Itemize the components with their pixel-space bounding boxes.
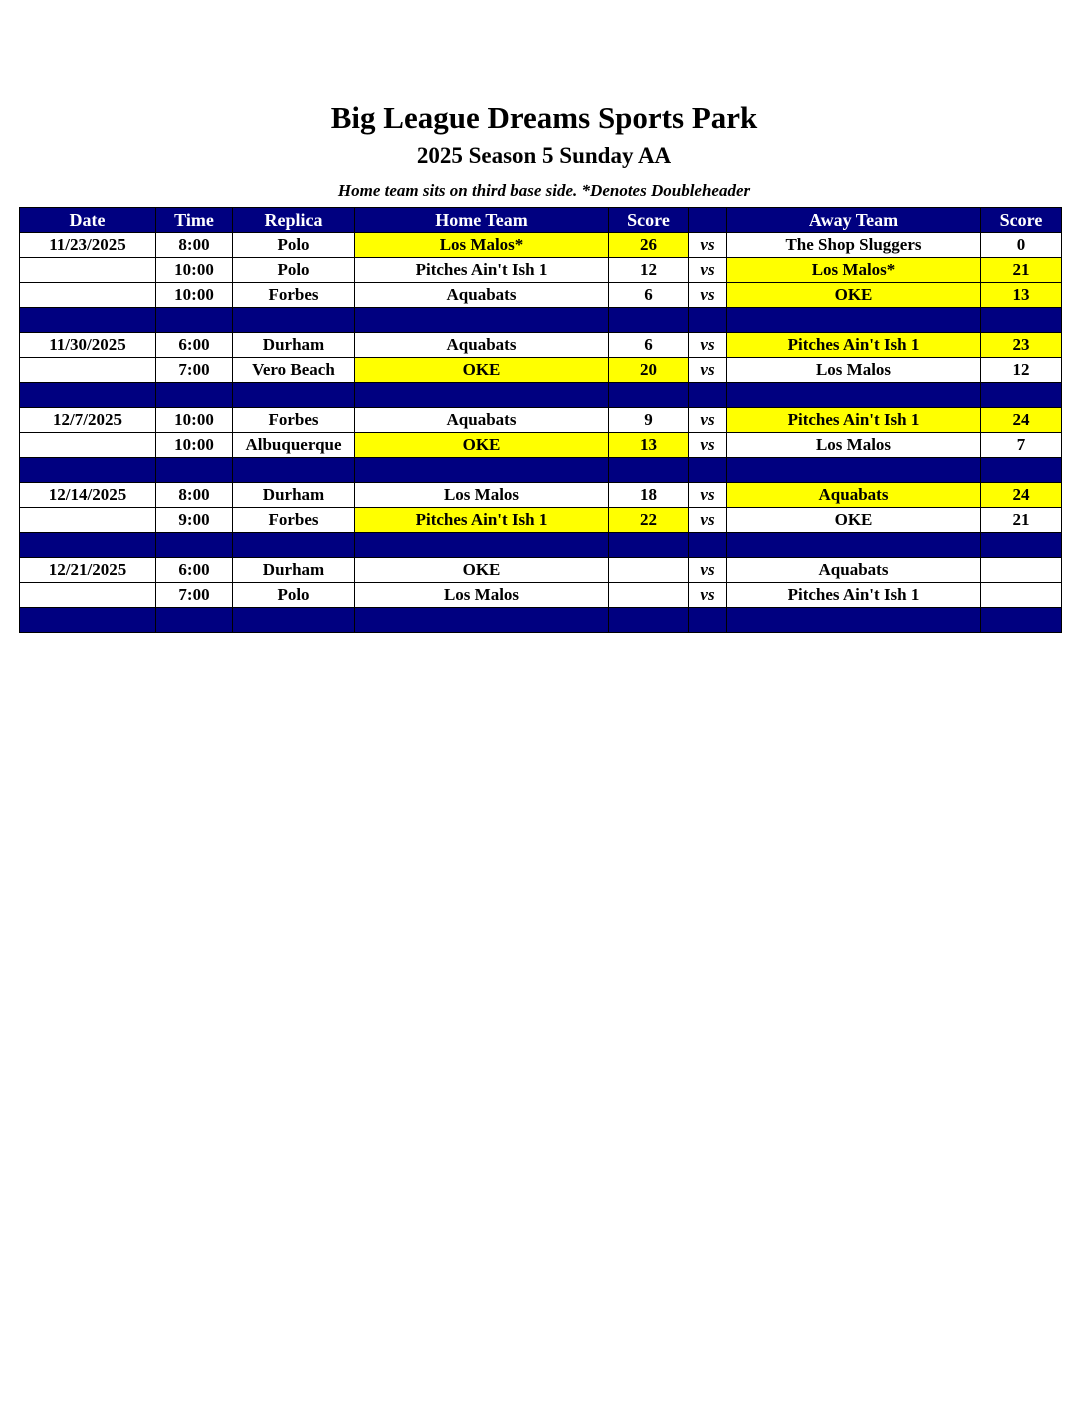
home-team: OKE — [355, 433, 609, 458]
game-time: 9:00 — [156, 508, 233, 533]
home-team: Los Malos — [355, 483, 609, 508]
game-replica: Albuquerque — [233, 433, 355, 458]
table-row — [20, 408, 1062, 433]
header-date: Date — [20, 208, 156, 233]
away-score: 24 — [981, 483, 1062, 508]
game-time: 10:00 — [156, 283, 233, 308]
table-row — [20, 233, 1062, 258]
home-team: Los Malos — [355, 583, 609, 608]
vs-label: vs — [689, 333, 727, 358]
home-score: 26 — [609, 233, 689, 258]
vs-label: vs — [689, 508, 727, 533]
page-subtitle: 2025 Season 5 Sunday AA — [416, 143, 672, 168]
game-time: 7:00 — [156, 583, 233, 608]
separator-row — [20, 383, 1062, 408]
game-replica: Durham — [233, 558, 355, 583]
table-row — [20, 258, 1062, 283]
home-score: 20 — [609, 358, 689, 383]
table-row — [20, 333, 1062, 358]
header-row — [20, 208, 1062, 233]
home-score: 12 — [609, 258, 689, 283]
away-score: 12 — [981, 358, 1062, 383]
game-time: 7:00 — [156, 358, 233, 383]
away-team: Los Malos* — [727, 258, 981, 283]
game-date — [20, 433, 156, 458]
home-score: 13 — [609, 433, 689, 458]
header-home-team: Home Team — [355, 208, 609, 233]
home-team: Aquabats — [355, 408, 609, 433]
away-team: Pitches Ain't Ish 1 — [727, 583, 981, 608]
home-team: Los Malos* — [355, 233, 609, 258]
home-score: 6 — [609, 333, 689, 358]
vs-label: vs — [689, 408, 727, 433]
separator-row — [20, 458, 1062, 483]
vs-label: vs — [689, 433, 727, 458]
game-replica: Polo — [233, 233, 355, 258]
away-score: 13 — [981, 283, 1062, 308]
table-row — [20, 483, 1062, 508]
game-time: 10:00 — [156, 408, 233, 433]
away-score — [981, 583, 1062, 608]
vs-label: vs — [689, 583, 727, 608]
table-row — [20, 358, 1062, 383]
away-score: 21 — [981, 258, 1062, 283]
game-time: 6:00 — [156, 558, 233, 583]
schedule-note: Home team sits on third base side. *Denotes Doubleheader — [337, 181, 751, 200]
away-team: OKE — [727, 283, 981, 308]
game-replica: Durham — [233, 333, 355, 358]
table-row — [20, 433, 1062, 458]
vs-label: vs — [689, 258, 727, 283]
away-team: Pitches Ain't Ish 1 — [727, 408, 981, 433]
table-row — [20, 508, 1062, 533]
away-team: Los Malos — [727, 433, 981, 458]
game-date — [20, 258, 156, 283]
header-away-score: Score — [981, 208, 1062, 233]
game-date: 11/30/2025 — [20, 333, 156, 358]
game-date — [20, 358, 156, 383]
vs-label: vs — [689, 558, 727, 583]
game-date: 12/21/2025 — [20, 558, 156, 583]
separator-row — [20, 533, 1062, 558]
game-date: 12/7/2025 — [20, 408, 156, 433]
game-replica: Durham — [233, 483, 355, 508]
game-date — [20, 508, 156, 533]
away-team: Pitches Ain't Ish 1 — [727, 333, 981, 358]
vs-label: vs — [689, 358, 727, 383]
table-row — [20, 283, 1062, 308]
home-score — [609, 583, 689, 608]
header-away-team: Away Team — [727, 208, 981, 233]
header-vs — [689, 208, 727, 233]
header-home-score: Score — [609, 208, 689, 233]
game-replica: Forbes — [233, 283, 355, 308]
home-team: Pitches Ain't Ish 1 — [355, 258, 609, 283]
game-time: 8:00 — [156, 233, 233, 258]
game-date: 12/14/2025 — [20, 483, 156, 508]
away-score: 21 — [981, 508, 1062, 533]
away-team: Aquabats — [727, 483, 981, 508]
game-time: 8:00 — [156, 483, 233, 508]
header-time: Time — [156, 208, 233, 233]
header-replica: Replica — [233, 208, 355, 233]
away-score: 0 — [981, 233, 1062, 258]
away-score: 24 — [981, 408, 1062, 433]
table-row — [20, 583, 1062, 608]
separator-row — [20, 308, 1062, 333]
game-replica: Forbes — [233, 408, 355, 433]
game-time: 6:00 — [156, 333, 233, 358]
home-team: Aquabats — [355, 333, 609, 358]
table-row — [20, 558, 1062, 583]
game-replica: Polo — [233, 583, 355, 608]
home-score: 9 — [609, 408, 689, 433]
home-team: OKE — [355, 558, 609, 583]
home-team: OKE — [355, 358, 609, 383]
game-date — [20, 283, 156, 308]
away-team: The Shop Sluggers — [727, 233, 981, 258]
away-score — [981, 558, 1062, 583]
home-score — [609, 558, 689, 583]
home-score: 18 — [609, 483, 689, 508]
game-time: 10:00 — [156, 258, 233, 283]
game-time: 10:00 — [156, 433, 233, 458]
schedule-table — [19, 207, 1062, 633]
home-team: Aquabats — [355, 283, 609, 308]
separator-row — [20, 608, 1062, 633]
away-team: OKE — [727, 508, 981, 533]
away-score: 23 — [981, 333, 1062, 358]
game-date: 11/23/2025 — [20, 233, 156, 258]
vs-label: vs — [689, 233, 727, 258]
game-date — [20, 583, 156, 608]
vs-label: vs — [689, 483, 727, 508]
away-team: Aquabats — [727, 558, 981, 583]
page-title: Big League Dreams Sports Park — [330, 100, 758, 135]
away-score: 7 — [981, 433, 1062, 458]
game-replica: Vero Beach — [233, 358, 355, 383]
home-score: 22 — [609, 508, 689, 533]
home-team: Pitches Ain't Ish 1 — [355, 508, 609, 533]
game-replica: Forbes — [233, 508, 355, 533]
home-score: 6 — [609, 283, 689, 308]
away-team: Los Malos — [727, 358, 981, 383]
vs-label: vs — [689, 283, 727, 308]
game-replica: Polo — [233, 258, 355, 283]
